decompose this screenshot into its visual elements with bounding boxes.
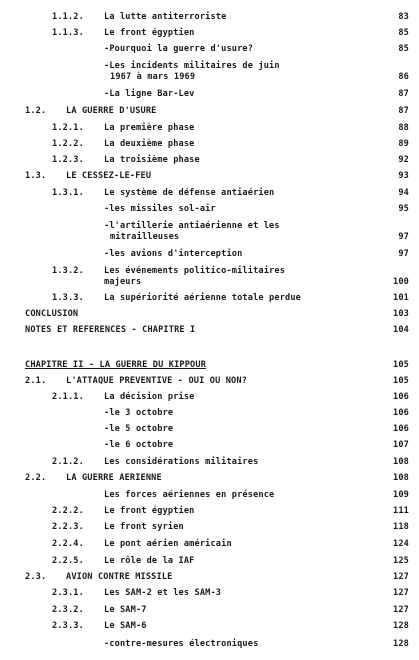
section-title: Le système de défense antiaérien	[104, 188, 275, 198]
section-title: -l'artillerie antiaérienne et les	[104, 221, 280, 231]
section-number: 1.2.1.	[52, 123, 84, 133]
section-number: 2.3.	[25, 572, 47, 582]
chapter-title: CHAPITRE II - LA GUERRE DU KIPPOUR	[25, 360, 207, 370]
toc-entry	[0, 104, 419, 118]
section-title: La deuxième phase	[104, 139, 195, 149]
section-title: La supériorité aérienne totale perdue	[104, 293, 301, 303]
page-number: 83	[398, 12, 409, 22]
page-number: 105	[393, 360, 409, 370]
page-number: 124	[393, 539, 409, 549]
toc-entry	[0, 42, 419, 56]
section-number: 2.3.1.	[52, 588, 84, 598]
section-number: 2.1.	[25, 376, 47, 386]
section-title: Les forces aériennes en présence	[104, 490, 275, 500]
section-number: 1.2.3.	[52, 155, 84, 165]
section-number: 2.1.1.	[52, 392, 84, 402]
toc-entry	[0, 537, 419, 551]
section-title: Le front égyptien	[104, 28, 195, 38]
section-number: 1.2.	[25, 106, 47, 116]
section-title: CONCLUSION	[25, 309, 79, 319]
toc-entry	[0, 323, 419, 337]
page-number: 106	[393, 408, 409, 418]
toc-entry	[0, 26, 419, 40]
section-number: 2.2.5.	[52, 556, 84, 566]
page-number: 95	[398, 204, 409, 214]
toc-entry	[0, 586, 419, 600]
page-number: 111	[393, 506, 409, 516]
section-number: 1.3.	[25, 171, 47, 181]
page-number: 128	[393, 639, 409, 649]
toc-entry	[0, 637, 419, 651]
toc-entry	[0, 186, 419, 200]
section-number: 1.1.2.	[52, 12, 84, 22]
toc-entry	[0, 121, 419, 135]
toc-entry	[0, 554, 419, 568]
section-title: NOTES ET REFERENCES - CHAPITRE I	[25, 325, 196, 335]
page-number: 94	[398, 188, 409, 198]
section-title: -Pourquoi la guerre d'usure?	[104, 44, 254, 54]
page-number: 97	[398, 249, 409, 259]
section-title: LA GUERRE AERIENNE	[66, 473, 162, 483]
section-title: -Les incidents militaires de juin	[104, 61, 280, 71]
page-number: 100	[393, 277, 409, 287]
page-number: 108	[393, 457, 409, 467]
toc-entry	[0, 202, 419, 216]
section-title: La lutte antiterroriste	[104, 12, 227, 22]
page-number: 128	[393, 621, 409, 631]
section-title: Les événements politico-militaires	[104, 266, 286, 276]
section-number: 2.2.2.	[52, 506, 84, 516]
page-number: 105	[393, 376, 409, 386]
section-title: -contre-mesures électroniques	[104, 639, 259, 649]
section-title: Le front syrien	[104, 522, 184, 532]
toc-entry	[0, 488, 419, 502]
page-number: 97	[398, 232, 409, 242]
page-number: 87	[398, 106, 409, 116]
section-title: Le SAM-7	[104, 605, 147, 615]
section-title-continuation: majeurs	[104, 277, 142, 287]
toc-entry	[0, 520, 419, 534]
section-number: 2.2.	[25, 473, 47, 483]
page-number: 108	[393, 473, 409, 483]
toc-entry	[0, 471, 419, 485]
toc-entry	[0, 87, 419, 101]
page-number: 127	[393, 572, 409, 582]
section-number: 1.3.2.	[52, 266, 84, 276]
page-number: 118	[393, 522, 409, 532]
toc-entry-continuation	[0, 275, 419, 289]
section-title: L'ATTAQUE PREVENTIVE - OUI OU NON?	[66, 376, 248, 386]
page-number: 85	[398, 28, 409, 38]
toc-entry	[0, 137, 419, 151]
section-number: 1.2.2.	[52, 139, 84, 149]
toc-entry-continuation	[0, 230, 419, 244]
toc-entry	[0, 438, 419, 452]
section-number: 2.3.3.	[52, 621, 84, 631]
toc-entry	[0, 307, 419, 321]
page-number: 106	[393, 392, 409, 402]
section-title: Le pont aérien américain	[104, 539, 232, 549]
section-title: La première phase	[104, 123, 195, 133]
section-title-continuation: mitrailleuses	[110, 232, 180, 242]
toc-entry	[0, 619, 419, 633]
page-number: 103	[393, 309, 409, 319]
page-number: 125	[393, 556, 409, 566]
toc-entry	[0, 422, 419, 436]
section-title: Les SAM-2 et les SAM-3	[104, 588, 222, 598]
section-title: -le 5 octobre	[104, 424, 174, 434]
section-title: Le front égyptien	[104, 506, 195, 516]
toc-entry	[0, 10, 419, 24]
section-number: 2.1.2.	[52, 457, 84, 467]
section-title: La décision prise	[104, 392, 195, 402]
toc-entry	[0, 374, 419, 388]
toc-entry	[0, 455, 419, 469]
toc-entry-continuation	[0, 70, 419, 84]
page-number: 92	[398, 155, 409, 165]
section-title: -les missiles sol-air	[104, 204, 216, 214]
section-title: -le 6 octobre	[104, 440, 174, 450]
section-title: Le SAM-6	[104, 621, 147, 631]
toc-entry	[0, 603, 419, 617]
section-title: -les avions d'interception	[104, 249, 243, 259]
section-title: -La ligne Bar-Lev	[104, 89, 195, 99]
page-number: 101	[393, 293, 409, 303]
page-number: 127	[393, 588, 409, 598]
section-title: La troisième phase	[104, 155, 200, 165]
section-title: LA GUERRE D'USURE	[66, 106, 157, 116]
section-number: 2.3.2.	[52, 605, 84, 615]
toc-entry	[0, 390, 419, 404]
section-title-continuation: 1967 à mars 1969	[110, 72, 196, 82]
page-number: 86	[398, 72, 409, 82]
page-number: 88	[398, 123, 409, 133]
toc-entry	[0, 406, 419, 420]
page-number: 107	[393, 440, 409, 450]
section-number: 2.2.4.	[52, 539, 84, 549]
toc-entry	[0, 504, 419, 518]
section-number: 1.1.3.	[52, 28, 84, 38]
page-number: 85	[398, 44, 409, 54]
toc-entry	[0, 291, 419, 305]
section-title: LE CESSEZ-LE-FEU	[66, 171, 152, 181]
section-number: 1.3.1.	[52, 188, 84, 198]
page-number: 109	[393, 490, 409, 500]
page-number: 93	[398, 171, 409, 181]
chapter-heading	[0, 358, 419, 372]
page-number: 104	[393, 325, 409, 335]
toc-entry	[0, 153, 419, 167]
toc-entry	[0, 247, 419, 261]
section-title: Les considérations militaires	[104, 457, 259, 467]
page-number: 106	[393, 424, 409, 434]
toc-entry	[0, 570, 419, 584]
section-number: 2.2.3.	[52, 522, 84, 532]
section-title: -le 3 octobre	[104, 408, 174, 418]
section-title: Le rôle de la IAF	[104, 556, 195, 566]
toc-entry	[0, 169, 419, 183]
section-title: AVION CONTRE MISSILE	[66, 572, 173, 582]
page-number: 87	[398, 89, 409, 99]
page-number: 89	[398, 139, 409, 149]
section-number: 1.3.3.	[52, 293, 84, 303]
page-number: 127	[393, 605, 409, 615]
